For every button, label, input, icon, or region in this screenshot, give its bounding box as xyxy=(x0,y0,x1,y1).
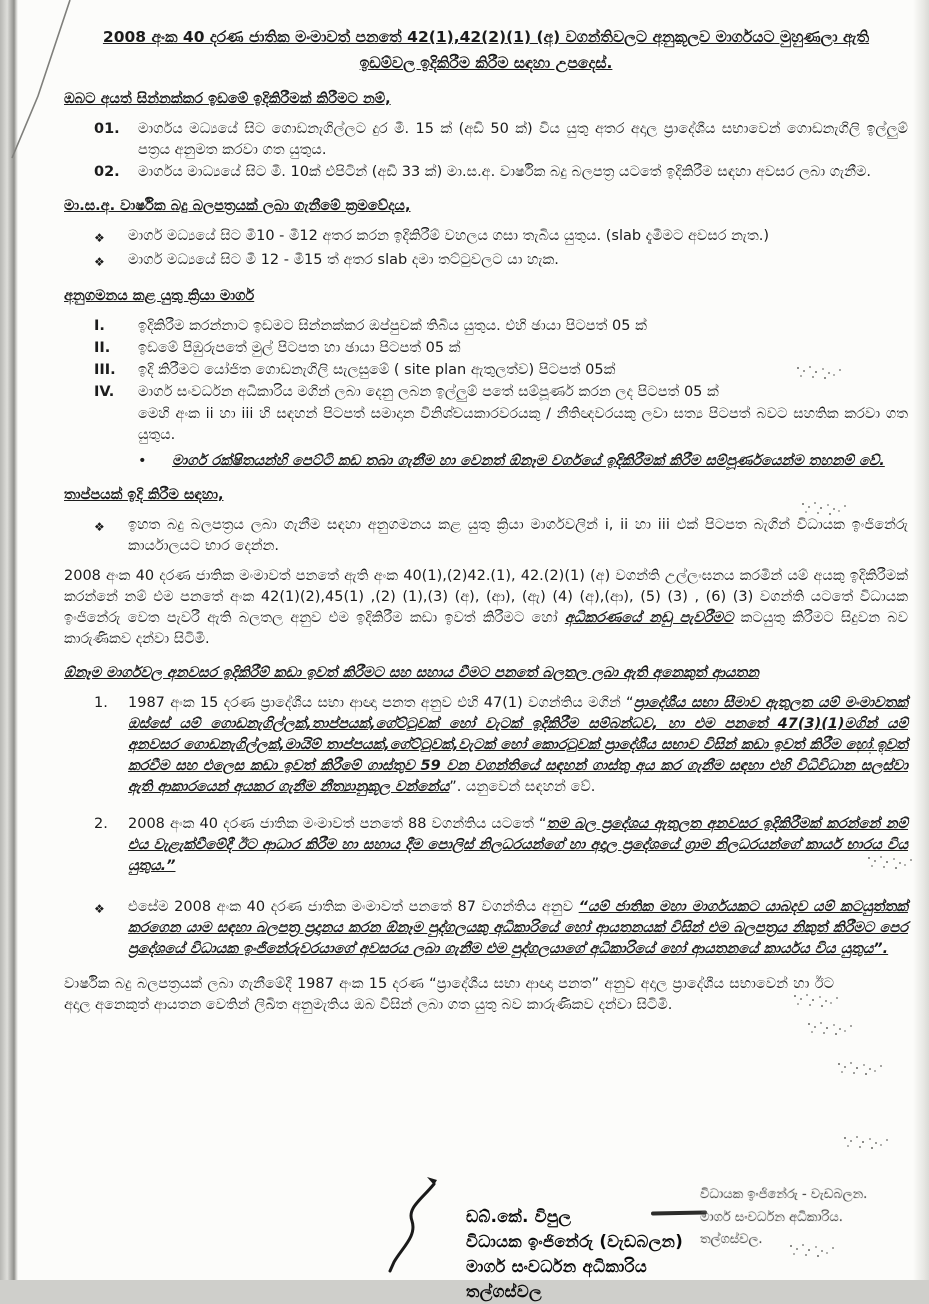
legal-quote: ප්‍රාදේශීය සභා සීමාව ඇතුලත යම් මංමාවතක් ඔස්සේ යම් ගොඩනැගිල්ලක්,තාප්පයක්,ගේට්ටුවක් හෝ වැටක් ඉදිකිරීම සම්බන්ධව, හා එම පනතේ 47(3)(1)මගින් යම් අනවසර ගොඩනැගිල්ලක්,මායිම් තාප්පයක්,ගේට්ටුවක්,වැටක් හෝ කොරටුවක් ප්‍රාදේශීය සභාව විසින් කඩා ඉවත් කිරීම හෝ ඉවත් කරවීම සහ එලෙස කඩා ඉවත් කිරීමේ ගාස්තුව 59 වන වගන්තියේ සඳහන් ගාස්තු අය කර ගැනීම සඳහා එහි විධිවිධාන සලස්වා ඇති ආකාරයෙන් අයකර ගැනීම නීත්‍යානුකූල වන්නේය xyxy=(128,695,908,795)
heading-wall-construction: තාප්පයක් ඉදි කිරීම සඳහා, xyxy=(64,487,224,503)
list-item xyxy=(94,119,908,161)
scan-noise xyxy=(836,1062,838,1064)
item-text: මාර්ගය මාධ්‍යයේ සිට මී. 10ක් එපිටින් (අඩි 33 ක්) මා.ස.අ. වාර්ෂික බදු බලපත්‍ර යටතේ ඉදිකිරීම සඳහා අවසර ලබා ගැනීම. xyxy=(138,164,872,180)
scan-noise xyxy=(800,502,802,504)
office-line-2: මාර්ග සංවර්ධන අධිකාරිය. xyxy=(700,1209,843,1225)
page-crease-line xyxy=(12,0,70,158)
item-text xyxy=(128,897,908,960)
document-title xyxy=(64,24,908,76)
scan-noise xyxy=(866,856,868,858)
roman-number: IV. xyxy=(94,384,115,400)
item-text: මාර්ග මධ්‍යයේ සිට මී 12 - මී15 ත් අතර slab දමා තට්ටුවලට යා හැක. xyxy=(128,252,559,268)
scan-left-edge xyxy=(0,0,18,1280)
final-paragraph: වාර්ෂික බදු බලපත්‍රයක් ලබා ගැනීමේදී 1987 අංක 15 දරණ “ප්‍රාදේශීය සභා ආඥා පනත” අනුව අදාල ප්‍රාදේශීය සභාවෙන් හා ඊට අදාල අනෙකුත් ආයතන වෙතින් ලිඛිත අනුමැතිය ඔබ විසින් ලබා ගත යුතු බව කාරුණිකව දන්වා සිටිමි. xyxy=(64,976,834,1013)
list-item xyxy=(94,162,908,183)
signature-mark xyxy=(390,1184,434,1271)
scan-noise xyxy=(795,366,797,368)
quote-prefix: එසේම 2008 අංක 40 දරණ ජාතික මංමාවත් පනතේ 87 වගන්තිය අනුව xyxy=(128,899,579,915)
heading-license-method: මා.ස.අ. වාර්ෂික බදු බලපත්‍රයක් ලබා ගැනීමේ ක්‍රමවේදය, xyxy=(64,198,411,214)
item-text: ඉඩමේ පිඹුරුපතේ මුල් පිටපත හා ඡායා පිටපත් 05 ක් xyxy=(138,340,461,356)
quote-suffix: ”. යනුවෙන් සඳහන් වේ. xyxy=(449,779,596,795)
office-line-1: විධායක ඉංජිනේරු - වැඩබලන. xyxy=(700,1187,868,1202)
legal-quote: තම බල ප්‍රදේශය ඇතුලත අනවසර ඉදිකිරීමක් කරන්නේ නම් එය වැළැක්වීමේදී ඊට ආධාර කිරීම හා සහාය දීම පොලිස් නිලධරයන්ගේ හා අදාල ප්‍රදේශයේ ග්‍රාම නිලධරයන්ගේ කාර්ය භාරය විය යුතුය.” xyxy=(128,816,908,874)
roman-number: I. xyxy=(94,318,105,334)
item-text: ඉදිකිරීම කරන්නාට ඉඩමට සින්නක්කර ඔප්පුවක් තිබිය යුතුය. එහි ඡායා පිටපත් 05 ක් xyxy=(138,318,647,334)
list-item xyxy=(94,316,908,337)
document-content xyxy=(64,24,908,1025)
item-text xyxy=(128,814,908,877)
dot-bullet-icon: • xyxy=(138,453,147,469)
scan-noise xyxy=(806,1022,808,1024)
office-address xyxy=(700,1184,867,1252)
scan-noise xyxy=(788,1244,790,1246)
violation-underlined: අධිකරණයේ නඩු පැවරීමට xyxy=(564,610,734,626)
legal-quote: “යම් ජාතික මහා මාර්ගයකට යාබදව යම් කටයුත්තක් කරගෙන යාම සඳහා බලපත්‍ර ප්‍රදානය කරන ඕනෑම පුද්ගලයකු අධිකාරියේ හෝ ආයතනයක් විසින් එම බලපත්‍රය නිකුත් කිරීමට පෙර ප්‍රදේශයේ විධායක ඉංජිනේරුවරයාගේ අවසරය ලබා ගැනීම එම පුද්ගලයාගේ අධිකාරියේ හෝ ආයතනයේ කාර්යය විය යුතුය”. xyxy=(128,899,908,957)
item-iv-note: මෙහි අංක ii හා iii හි සඳහන් පිටපත් සමාදාන විනිශ්චයකාරවරයකු / නීතිඥවරයකු ලවා සත්‍ය පිටපත් බවට සහතික කරවා ගත යුතුය. xyxy=(138,406,908,443)
diamond-bullet-icon: ❖ xyxy=(94,520,105,534)
item-number: 1. xyxy=(94,695,108,711)
title-line-1: 2008 අංක 40 දරණ ජාතික මංමාවත් පනතේ 42(1),42(2)(1) (අ) වගන්තිවලට අනුකූලව මාර්ගයට මුහුණලා ඇති xyxy=(102,28,870,46)
scan-noise xyxy=(792,994,794,996)
title-line-2: ඉඩම්වල ඉදිකිරීම කිරීම සඳහා උපදෙස්. xyxy=(359,54,613,72)
item-text: මාර්ග මධ්‍යයේ සිට මී10 - මී12 අතර කරන ඉදිකිරීම් වහලය ගසා තැබිය යුතුය. (slab දැමීමට අවසර නැත.) xyxy=(128,228,769,244)
stamp-location: තල්ගස්වල xyxy=(466,1282,542,1301)
stamp-designation: විධායක ඉංජිනේරු (වැඩබලන) xyxy=(466,1232,684,1251)
list-item xyxy=(94,693,908,798)
violation-text-end: කටයුතු කිරීමට සිදුවන බව කාරුණිකව දන්වා සිටිමි. xyxy=(64,610,909,647)
quote-prefix: 2008 අංක 40 දරණ ජාතික මංමාවත් පනතේ 88 වගන්තිය යටතේ “ xyxy=(128,816,547,832)
scan-noise xyxy=(842,1136,844,1138)
stamp-organization: මාර්ග සංවර්ධන අධිකාරිය xyxy=(466,1257,647,1276)
list-item xyxy=(94,515,908,557)
list-item xyxy=(94,226,908,249)
item-text: මාර්ග සංවර්ධන අධිකාරිය මගින් ලබා දෙනු ලබන ඉල්ලුම් පතේ සම්පූර්ණ කරන ලද පිටපත් 05 ක් xyxy=(138,384,719,400)
item-number: 01. xyxy=(94,121,120,137)
heading-procedures: අනුගමනය කළ යුතු ක්‍රියා මාර්ග xyxy=(64,288,255,304)
office-line-3: තල්ගස්වල. xyxy=(700,1232,763,1247)
list-item xyxy=(94,360,908,381)
item-number: 02. xyxy=(94,164,120,180)
signature-pen-tip xyxy=(427,1177,437,1185)
heading-own-land: ඔබට අයත් සින්නක්කර ඉඩමේ ඉදිකිරීමක් කිරීමට නම්, xyxy=(64,91,391,107)
item-text: ඉදි කිරීමට යෝජිත ගොඩනැගිලි සැලසුමේ ( site plan ඇතුලත්ව) පිටපත් 05ක් xyxy=(138,362,616,378)
scan-noise xyxy=(852,742,854,744)
quote-prefix: 1987 අංක 15 දරණ ප්‍රාදේශීය සභා ආඥා පනත අනුව එහි 47(1) වගන්තිය මගින් “ xyxy=(128,695,634,711)
officer-stamp xyxy=(466,1204,683,1304)
list-item xyxy=(94,382,908,403)
violation-text: 2008 අංක 40 දරණ ජාතික මංමාවත් පනතේ ඇති අංක 40(1),(2)42.(1), 42.(2)(1) (අ) වගන්ති උල්ලංඝනය කරමින් යම් අයකු ඉදිකිරීමක් කරන්නේ නම් එම පනතේ අංක 42(1)(2),45(1) ,(2) (1),(3) (අ), (ආ), (ඇ) (4) (අ),(ආ), (5) (3) , (6) (3) වගන්ති යටතේ විධායක ඉංජිනේරු වෙත පැවරී ඇති බලතල අනුව එම ඉදිකිරීම කඩා ඉවත් කිරීමට හෝ xyxy=(64,568,908,626)
item-number: 2. xyxy=(94,816,108,832)
prohibition-text: මාර්ග රක්ෂිතයන්හි පෙට්ටි කඩ තබා ගැනීම හා වෙනත් ඕනෑම වර්ගයේ ඉදිකිරීමක් කිරීම සම්පූර්ණයෙන්ම තහනම් වේ. xyxy=(172,453,885,469)
violation-paragraph xyxy=(64,566,908,650)
list-item xyxy=(94,814,908,877)
item-text: ඉහත බදු බලපත්‍රය ලබා ගැනීම සඳහා අනුගමනය කළ යුතු ක්‍රියා මාර්ගවලින් i, ii හා iii එක් පිටපත බැගින් විධායක ඉංජිනේරු කාර්යාලයට භාර දෙන්න. xyxy=(128,517,908,554)
stamp-name: ඩබ්.කේ. විපුල xyxy=(466,1207,572,1226)
scan-right-edge xyxy=(913,0,929,1280)
heading-other-institutions: ඕනෑම මාර්ගවල අනවසර ඉදිකිරීම් කඩා ඉවත් කිරීමට සහ සහාය වීමට පනතේ බලතල ලබා ඇති අනෙකුත් ආයතන xyxy=(64,665,759,681)
roman-number: III. xyxy=(94,362,116,378)
list-item xyxy=(138,451,908,472)
diamond-bullet-icon: ❖ xyxy=(94,255,105,269)
list-item xyxy=(94,897,908,960)
diamond-bullet-icon: ❖ xyxy=(94,902,105,916)
item-text: මාර්ගය මධ්‍යයේ සිට ගොඩනැගිල්ලට දුර මී. 15 ක් (අඩි 50 ක්) විය යුතු අතර අදාල ප්‍රාදේශීය සභාවෙන් ගොඩනැගිලි ඉල්ලුම් පත්‍රය අනුමත කරවා ගත යුතුය. xyxy=(138,121,908,158)
list-item xyxy=(94,338,908,359)
roman-number: II. xyxy=(94,340,111,356)
list-item xyxy=(94,250,908,273)
diamond-bullet-icon: ❖ xyxy=(94,231,105,245)
item-text xyxy=(128,693,908,798)
